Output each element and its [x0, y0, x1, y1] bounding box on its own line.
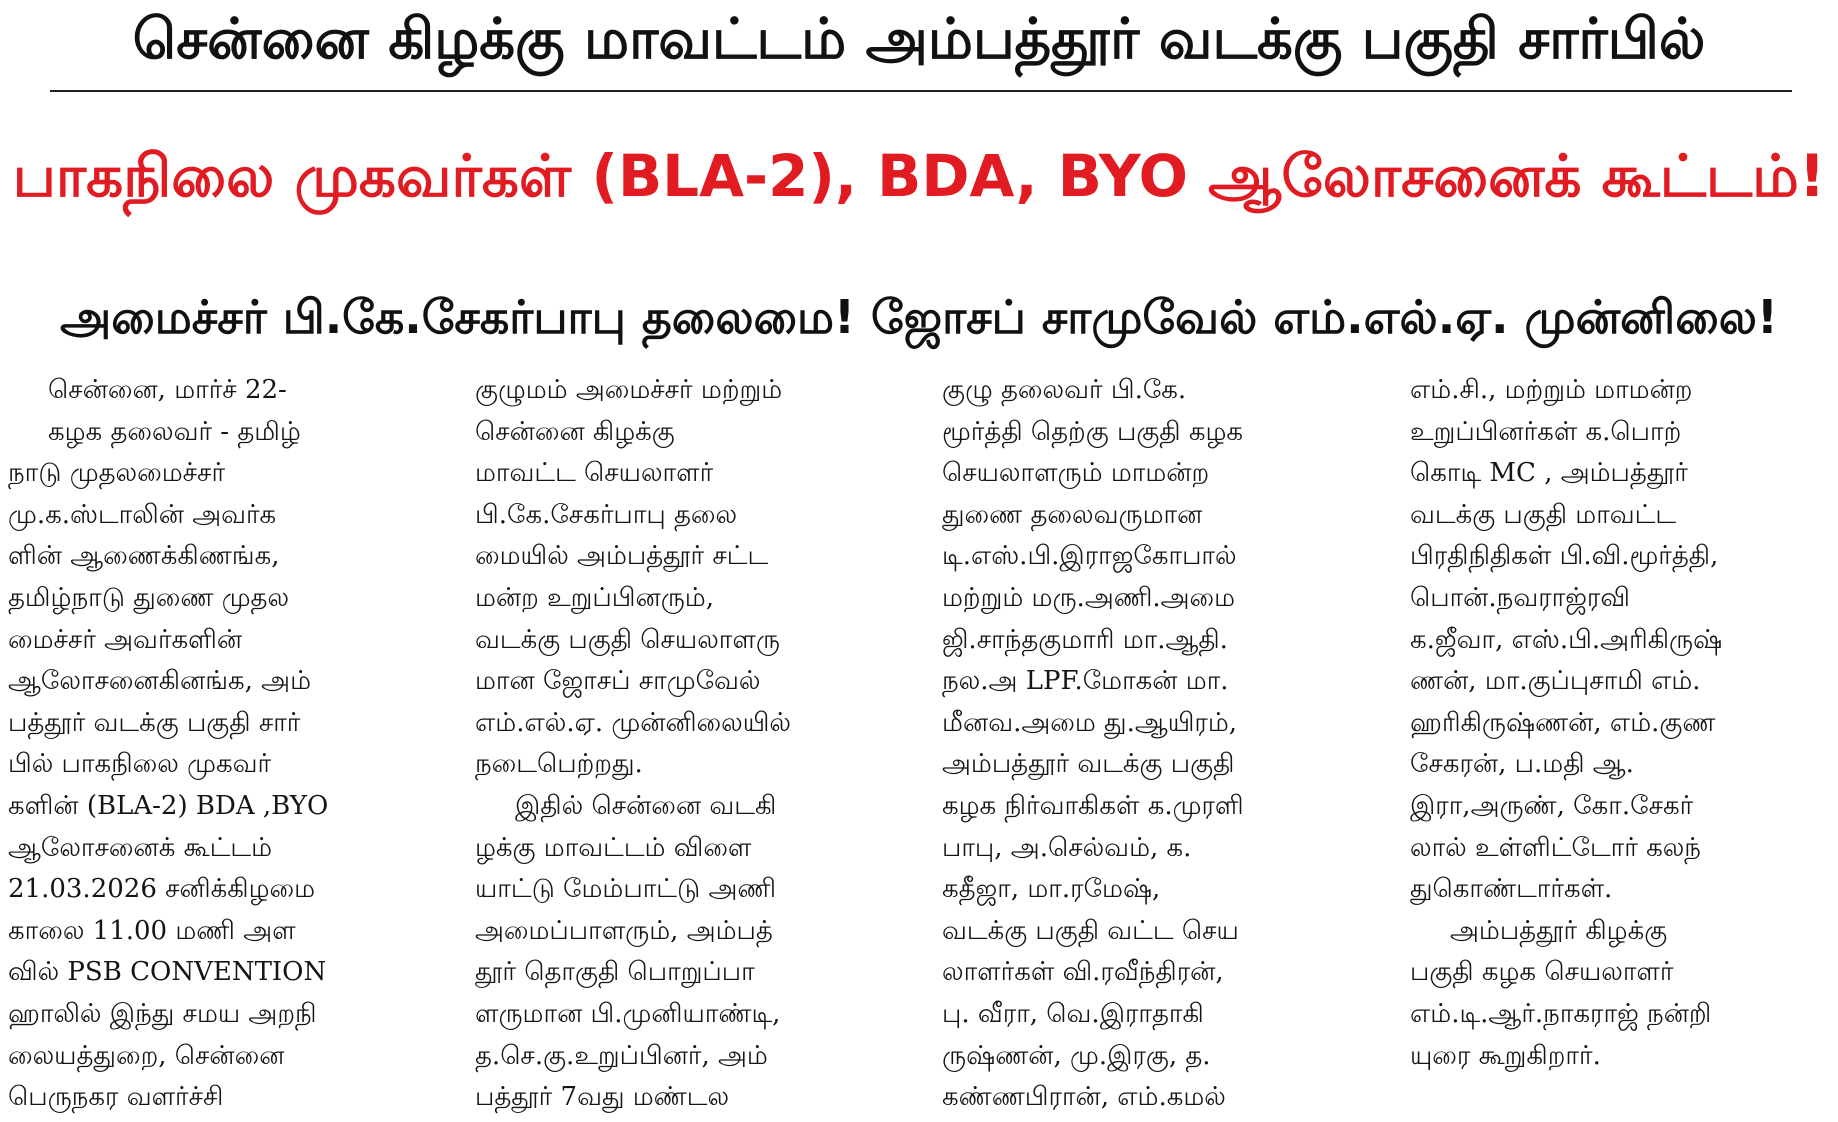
text-line: வடக்கு பகுதி வட்ட செய: [942, 915, 1239, 946]
text-line: ஆலோசனைக் கூட்டம்: [8, 832, 272, 863]
text-line: க.ஜீவா, எஸ்.பி.அரிகிருஷ்: [1410, 624, 1723, 655]
text-line: வடக்கு பகுதி மாவட்ட: [1410, 499, 1677, 530]
text-line: ஹரிகிருஷ்ணன், எம்.குண: [1410, 707, 1716, 738]
text-line: த.செ.கு.உறுப்பினர், அம்: [475, 1040, 768, 1071]
text-line: காலை 11.00 மணி அள: [8, 915, 296, 946]
text-line: மற்றும் மரு.அணி.அமை: [942, 582, 1236, 613]
text-line: மீனவ.அமை து.ஆயிரம்,: [942, 707, 1238, 738]
text-line: அம்பத்தூர் வடக்கு பகுதி: [942, 749, 1235, 780]
text-line: லாளர்கள் வி.ரவீந்திரன்,: [942, 957, 1224, 988]
text-line: பாபு, அ.செல்வம், க.: [942, 832, 1192, 863]
text-line: பகுதி கழக செயலாளர்: [1410, 957, 1674, 988]
kicker-heading: சென்னை கிழக்கு மாவட்டம் அம்பத்தூர் வடக்கு பகுதி சார்பில்: [132, 7, 1706, 72]
text-line: கொடி MC , அம்பத்தூர்: [1410, 458, 1688, 489]
article-column-1: [8, 370, 438, 1120]
text-line: மைச்சர் அவர்களின்: [8, 624, 243, 655]
text-line: ஹாலில் இந்து சமய அறநி: [8, 998, 317, 1029]
text-line: லையத்துறை, சென்னை: [8, 1040, 285, 1071]
divider: [50, 90, 1792, 92]
text-line: ளருமான பி.முனியாண்டி,: [475, 998, 781, 1029]
text-line: எம்.எல்.ஏ. முன்னிலையில்: [475, 707, 792, 738]
text-line: துணை தலைவருமான: [942, 499, 1203, 530]
text-line: 21.03.2026 சனிக்கிழமை: [8, 874, 316, 905]
text-line: பத்தூர் வடக்கு பகுதி சார்: [8, 707, 301, 738]
text-line: ஜி.சாந்தகுமாரி மா.ஆதி.: [942, 624, 1228, 655]
text-line: எம்.டி.ஆர்.நாகராஜ் நன்றி: [1410, 998, 1712, 1029]
text-line: சென்னை கிழக்கு: [475, 416, 675, 447]
text-line: ருஷ்ணன், மு.இரகு, த.: [942, 1040, 1211, 1071]
text-line: இதில் சென்னை வடகி: [515, 790, 777, 821]
subheadline: அமைச்சர் பி.கே.சேகர்பாபு தலைமை! ஜோசப் சாமுவேல் எம்.எல்.ஏ. முன்னிலை!: [60, 289, 1778, 344]
text-line: அமைப்பாளரும், அம்பத்: [475, 915, 773, 946]
text-line: பி.கே.சேகர்பாபு தலை: [475, 499, 738, 530]
text-line: கதீஜா, மா.ரமேஷ்,: [942, 874, 1161, 905]
text-line: எம்.சி., மற்றும் மாமன்ற: [1410, 375, 1693, 405]
text-line: பில் பாகநிலை முகவர்: [8, 749, 272, 780]
text-line: செயலாளரும் மாமன்ற: [942, 458, 1210, 489]
text-line: ணன், மா.குப்புசாமி எம்.: [1410, 666, 1701, 697]
text-line: குழுமம் அமைச்சர் மற்றும்: [475, 375, 783, 405]
article-column-3: [942, 370, 1372, 1120]
text-line: துகொண்டார்கள்.: [1410, 874, 1613, 905]
text-line: மு.க.ஸ்டாலின் அவர்க: [8, 499, 277, 530]
text-line: மாவட்ட செயலாளர்: [475, 458, 714, 489]
text-line: பொன்.நவராஜ்ரவி: [1410, 582, 1630, 613]
text-line: ளின் ஆணைக்கிணங்க,: [8, 541, 280, 572]
article-column-4: [1410, 370, 1838, 1120]
text-line: களின் (BLA-2) BDA ,BYO: [8, 790, 329, 821]
text-line: கண்ணபிரான், எம்.கமல்: [942, 1082, 1226, 1113]
text-line: மூர்த்தி தெற்கு பகுதி கழக: [942, 416, 1244, 447]
text-line: ழக்கு மாவட்டம் விளை: [475, 832, 752, 863]
text-line: வடக்கு பகுதி செயலாளரு: [475, 624, 780, 655]
text-line: கழக தலைவர் - தமிழ்: [48, 416, 301, 447]
text-line: நல.அ LPF.மோகன் மா.: [942, 666, 1229, 697]
text-line: உறுப்பினர்கள் க.பொற்: [1410, 416, 1682, 447]
text-line: யுரை கூறுகிறார்.: [1410, 1040, 1601, 1071]
text-line: தூர் தொகுதி பொறுப்பா: [475, 957, 755, 988]
text-line: வில் PSB CONVENTION: [8, 957, 327, 988]
article-column-2: [475, 370, 905, 1120]
text-line: தமிழ்நாடு துணை முதல: [8, 582, 290, 613]
text-line: ஆலோசனைகினங்க, அம்: [8, 666, 311, 697]
text-line: டி.எஸ்.பி.இராஜகோபால்: [942, 541, 1237, 572]
text-line: அம்பத்தூர் கிழக்கு: [1450, 915, 1668, 946]
text-line: சென்னை, மார்ச் 22-: [48, 375, 287, 405]
text-line: கழக நிர்வாகிகள் க.முரளி: [942, 790, 1244, 821]
text-line: சேகரன், ப.மதி ஆ.: [1410, 749, 1634, 780]
text-line: குழு தலைவர் பி.கே.: [942, 375, 1187, 405]
text-line: இரா,அருண், கோ.சேகர்: [1410, 790, 1694, 821]
text-line: லால் உள்ளிட்டோர் கலந்: [1410, 832, 1701, 863]
text-line: பிரதிநிதிகள் பி.வி.மூர்த்தி,: [1410, 541, 1719, 572]
text-line: நடைபெற்றது.: [475, 749, 643, 780]
text-line: மையில் அம்பத்தூர் சட்ட: [475, 541, 769, 572]
text-line: பு. வீரா, வெ.இராதாகி: [942, 998, 1204, 1029]
text-line: மன்ற உறுப்பினரும்,: [475, 582, 714, 613]
text-line: யாட்டு மேம்பாட்டு அணி: [475, 874, 777, 905]
text-line: பெருநகர வளர்ச்சி: [8, 1082, 224, 1113]
text-line: பத்தூர் 7வது மண்டல: [475, 1082, 730, 1113]
text-line: மான ஜோசப் சாமுவேல்: [475, 666, 761, 697]
text-line: நாடு முதலமைச்சர்: [8, 458, 226, 489]
main-headline: பாகநிலை முகவர்கள் (BLA-2), BDA, BYO ஆலோசனைக் கூட்டம்!: [12, 142, 1826, 210]
